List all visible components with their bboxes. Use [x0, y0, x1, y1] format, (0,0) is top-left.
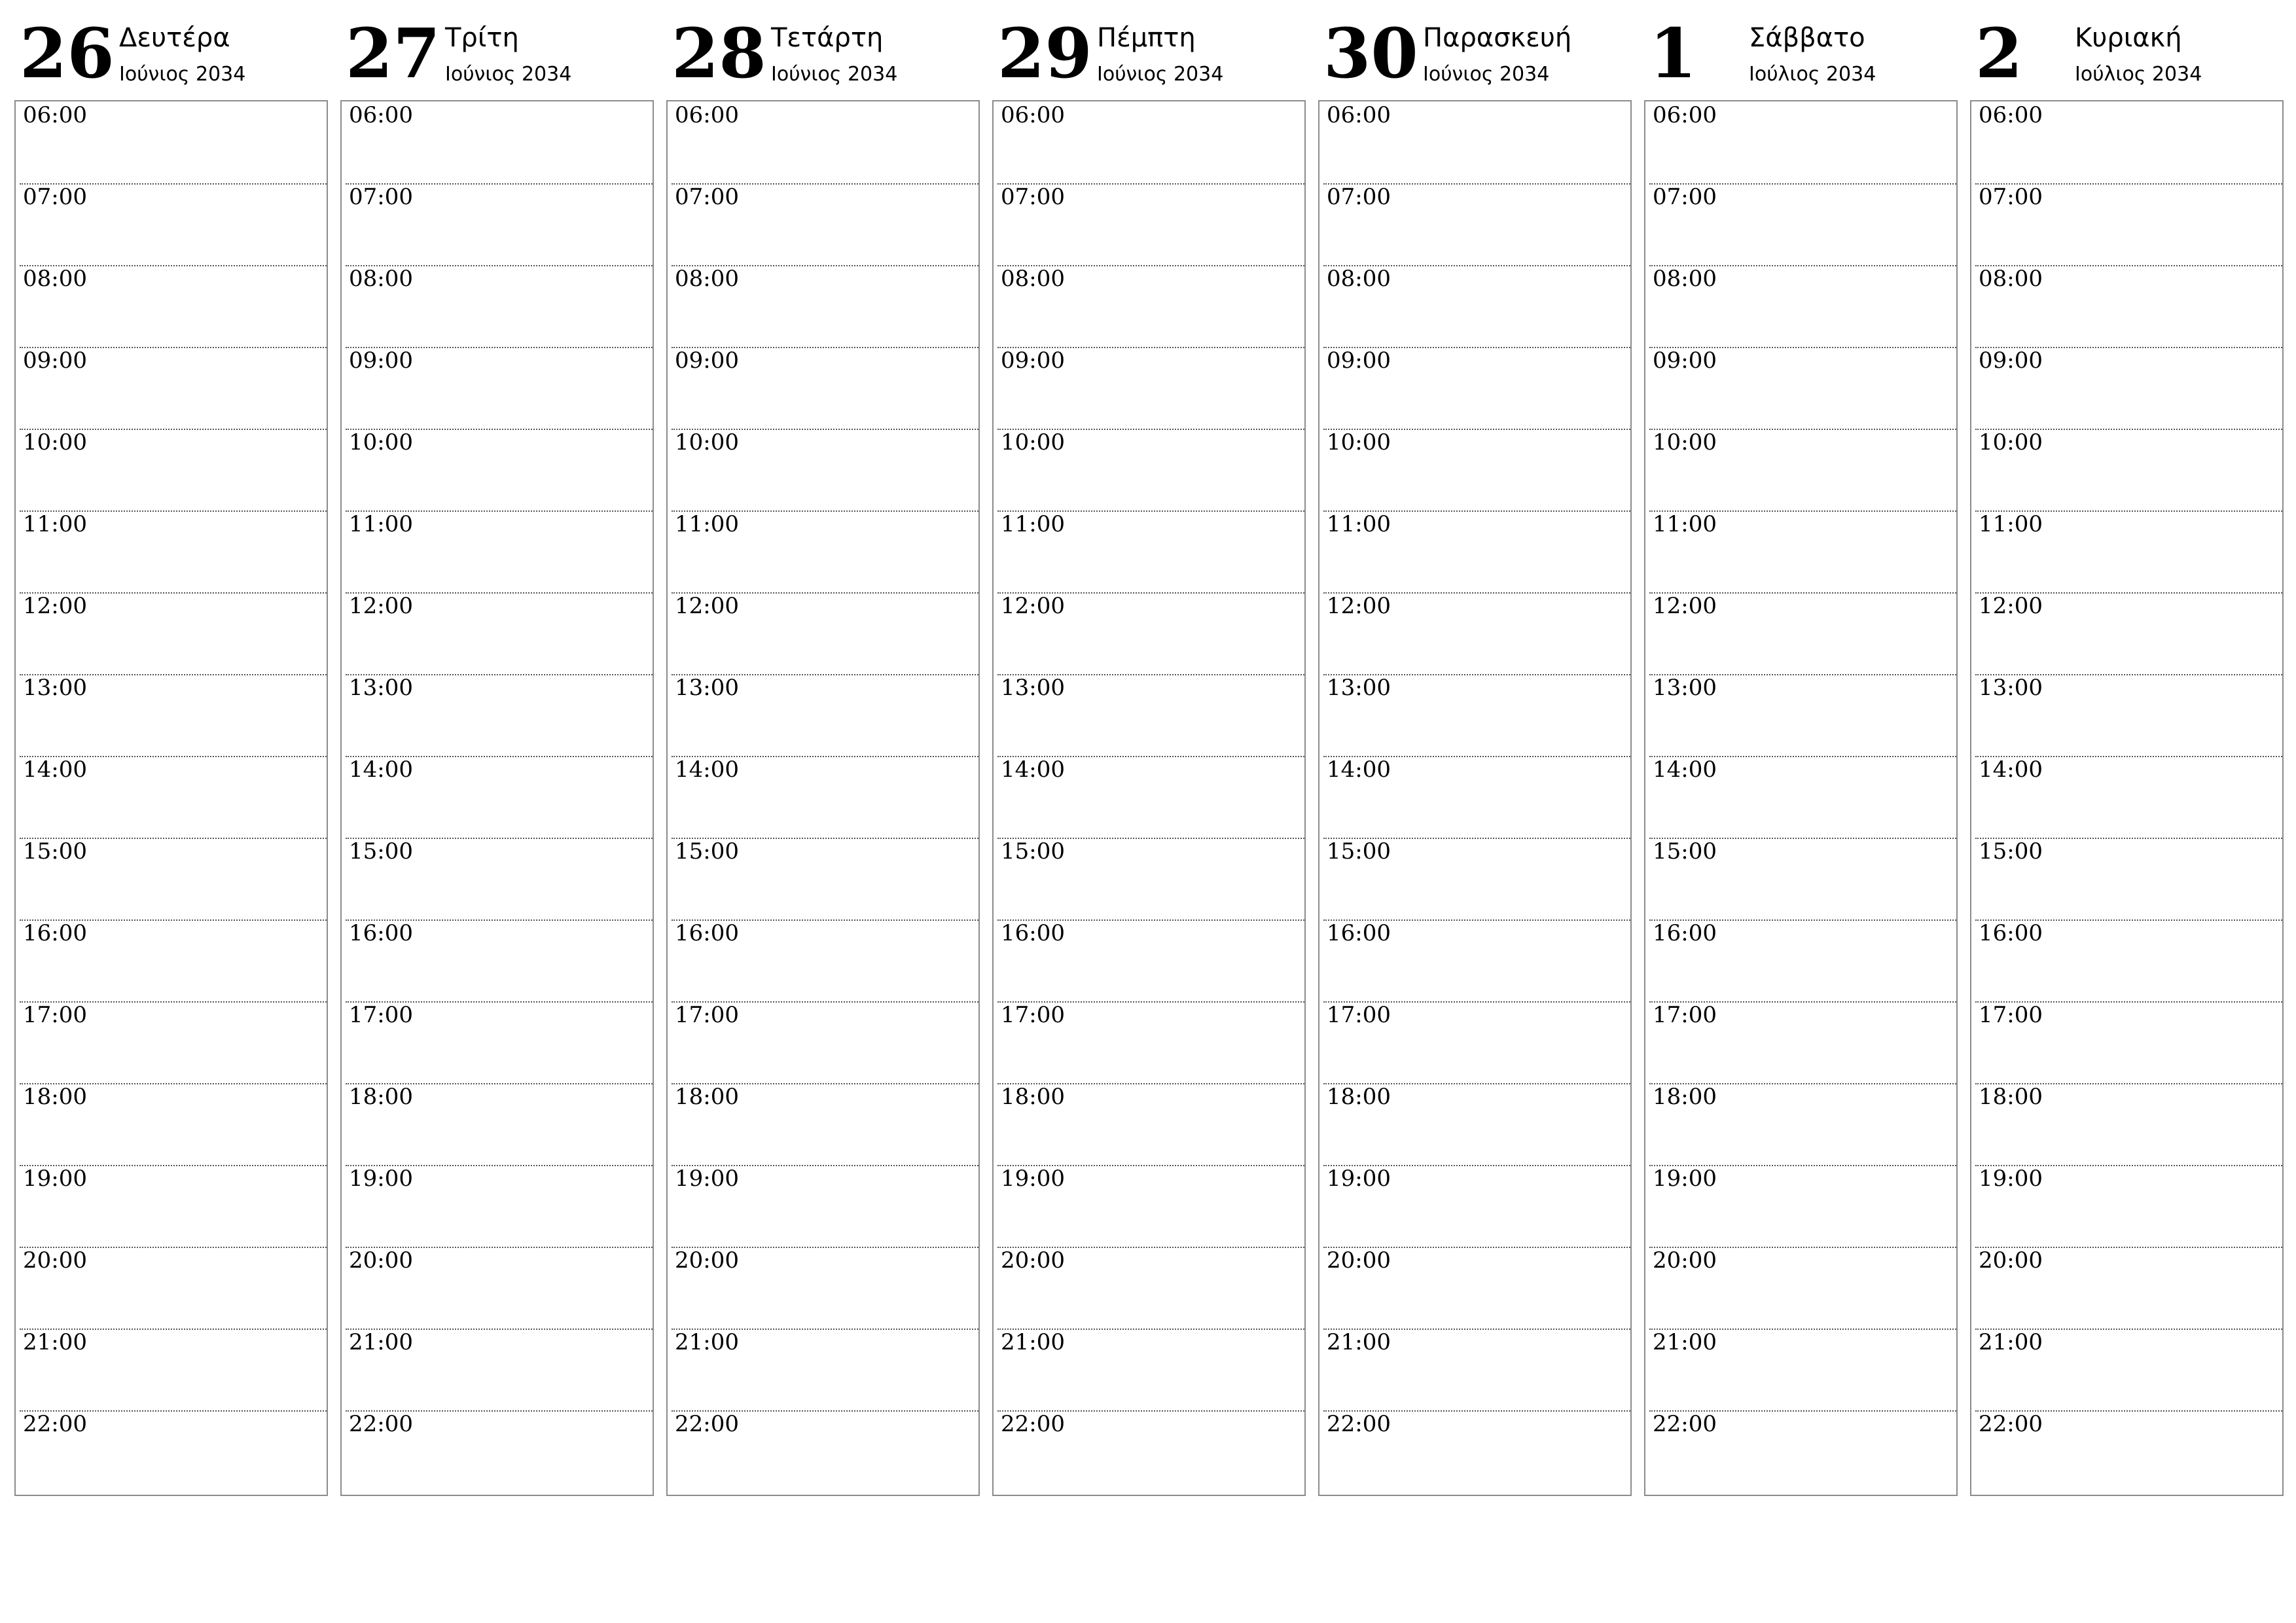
- hour-label: 12:00: [1653, 593, 1717, 619]
- hour-label: 22:00: [1327, 1411, 1391, 1437]
- hour-label: 08:00: [349, 266, 413, 292]
- hour-label: 19:00: [1001, 1166, 1065, 1192]
- hour-label: 20:00: [675, 1247, 739, 1274]
- hour-label: 16:00: [1327, 920, 1391, 946]
- hour-label: 14:00: [1653, 757, 1717, 783]
- hour-slot[interactable]: [668, 919, 978, 1001]
- hour-slot[interactable]: [1645, 1083, 1956, 1165]
- hour-label: 11:00: [1653, 511, 1717, 537]
- hour-slot[interactable]: [1319, 1329, 1630, 1410]
- hour-label: 13:00: [1653, 675, 1717, 701]
- hour-slot[interactable]: [1971, 592, 2282, 674]
- hour-label: 08:00: [1653, 266, 1717, 292]
- hour-label: 17:00: [675, 1002, 739, 1028]
- day-schedule-box[interactable]: [14, 100, 328, 1496]
- hour-label: 06:00: [349, 102, 413, 128]
- day-column: [340, 0, 654, 1505]
- month-year: Ιούλιος 2034: [2075, 63, 2202, 86]
- hour-slot[interactable]: [1971, 347, 2282, 429]
- hour-label: 19:00: [1979, 1166, 2043, 1192]
- hour-label: 20:00: [1327, 1247, 1391, 1274]
- hour-slot[interactable]: [994, 674, 1304, 756]
- hour-slot[interactable]: [668, 592, 978, 674]
- hour-slot[interactable]: [1319, 674, 1630, 756]
- hour-label: 22:00: [675, 1411, 739, 1437]
- day-column: [14, 0, 328, 1505]
- hour-slot[interactable]: [1971, 1329, 2282, 1410]
- hour-slot[interactable]: [16, 1410, 327, 1492]
- hour-slot[interactable]: [668, 674, 978, 756]
- hour-label: 19:00: [1327, 1166, 1391, 1192]
- hour-label: 21:00: [23, 1329, 87, 1355]
- hour-label: 22:00: [349, 1411, 413, 1437]
- hour-slot[interactable]: [994, 1165, 1304, 1247]
- hour-slot[interactable]: [994, 183, 1304, 265]
- hour-label: 06:00: [1979, 102, 2043, 128]
- hour-slot[interactable]: [16, 1329, 327, 1410]
- hour-label: 07:00: [1327, 184, 1391, 210]
- hour-label: 07:00: [1653, 184, 1717, 210]
- hour-label: 11:00: [675, 511, 739, 537]
- hour-slot[interactable]: [668, 1410, 978, 1492]
- hour-label: 12:00: [349, 593, 413, 619]
- hour-label: 21:00: [1653, 1329, 1717, 1355]
- hour-label: 18:00: [1653, 1084, 1717, 1110]
- hour-slot[interactable]: [1645, 674, 1956, 756]
- hour-slot[interactable]: [1319, 1410, 1630, 1492]
- hour-slot[interactable]: [342, 1410, 653, 1492]
- day-header: [992, 0, 1306, 98]
- hour-slot[interactable]: [1319, 1083, 1630, 1165]
- hour-slot[interactable]: [1645, 1329, 1956, 1410]
- hour-label: 06:00: [1001, 102, 1065, 128]
- hour-label: 22:00: [1653, 1411, 1717, 1437]
- hour-label: 17:00: [349, 1002, 413, 1028]
- hour-slot[interactable]: [994, 919, 1304, 1001]
- hour-label: 13:00: [1979, 675, 2043, 701]
- hour-slot[interactable]: [994, 756, 1304, 838]
- hour-label: 21:00: [349, 1329, 413, 1355]
- hour-label: 15:00: [349, 838, 413, 865]
- day-column: [1644, 0, 1958, 1505]
- hour-label: 11:00: [349, 511, 413, 537]
- hour-slot[interactable]: [1971, 674, 2282, 756]
- hour-slot[interactable]: [16, 919, 327, 1001]
- hour-slot[interactable]: [342, 1329, 653, 1410]
- hour-label: 21:00: [1979, 1329, 2043, 1355]
- day-header: [1644, 0, 1958, 98]
- hour-slot[interactable]: [994, 429, 1304, 510]
- hour-label: 09:00: [1979, 348, 2043, 374]
- hour-label: 16:00: [1979, 920, 2043, 946]
- hour-slot[interactable]: [342, 265, 653, 347]
- hour-label: 12:00: [1327, 593, 1391, 619]
- hour-label: 20:00: [23, 1247, 87, 1274]
- hour-label: 15:00: [1327, 838, 1391, 865]
- hour-label: 06:00: [675, 102, 739, 128]
- day-number: 26: [20, 13, 115, 94]
- hour-label: 08:00: [1979, 266, 2043, 292]
- hour-slot[interactable]: [16, 838, 327, 919]
- hour-slot[interactable]: [1645, 1247, 1956, 1329]
- month-year: Ιούνιος 2034: [771, 63, 898, 86]
- hour-slot[interactable]: [668, 1001, 978, 1083]
- hour-slot[interactable]: [1971, 919, 2282, 1001]
- hour-slot[interactable]: [342, 347, 653, 429]
- hour-slot[interactable]: [1971, 1247, 2282, 1329]
- hour-label: 20:00: [1979, 1247, 2043, 1274]
- hour-slot[interactable]: [1319, 429, 1630, 510]
- hour-label: 18:00: [23, 1084, 87, 1110]
- hour-slot[interactable]: [994, 1083, 1304, 1165]
- hour-slot[interactable]: [668, 183, 978, 265]
- hour-label: 16:00: [1001, 920, 1065, 946]
- hour-slot[interactable]: [1645, 510, 1956, 592]
- hour-slot[interactable]: [994, 510, 1304, 592]
- hour-label: 18:00: [349, 1084, 413, 1110]
- hour-label: 19:00: [23, 1166, 87, 1192]
- hour-slot[interactable]: [1319, 347, 1630, 429]
- hour-label: 07:00: [349, 184, 413, 210]
- hour-label: 16:00: [23, 920, 87, 946]
- hour-slot[interactable]: [668, 1165, 978, 1247]
- hour-slot[interactable]: [994, 265, 1304, 347]
- hour-label: 09:00: [23, 348, 87, 374]
- hour-slot[interactable]: [342, 510, 653, 592]
- hour-slot[interactable]: [994, 838, 1304, 919]
- hour-slot[interactable]: [668, 429, 978, 510]
- hour-label: 14:00: [1327, 757, 1391, 783]
- hour-slot[interactable]: [1645, 429, 1956, 510]
- month-year: Ιούνιος 2034: [1423, 63, 1550, 86]
- hour-label: 21:00: [1001, 1329, 1065, 1355]
- day-number: 2: [1975, 13, 2023, 94]
- hour-label: 10:00: [349, 429, 413, 455]
- hour-label: 18:00: [1001, 1084, 1065, 1110]
- day-column: [992, 0, 1306, 1505]
- hour-slot[interactable]: [342, 756, 653, 838]
- hour-slot[interactable]: [342, 1165, 653, 1247]
- hour-slot[interactable]: [342, 838, 653, 919]
- hour-label: 18:00: [1327, 1084, 1391, 1110]
- hour-label: 20:00: [349, 1247, 413, 1274]
- hour-slot[interactable]: [342, 183, 653, 265]
- hour-label: 18:00: [675, 1084, 739, 1110]
- hour-label: 14:00: [23, 757, 87, 783]
- hour-slot[interactable]: [1971, 1410, 2282, 1492]
- day-header: [340, 0, 654, 98]
- hour-slot[interactable]: [1319, 838, 1630, 919]
- hour-slot[interactable]: [16, 265, 327, 347]
- day-name: Δευτέρα: [119, 23, 230, 53]
- hour-slot[interactable]: [1319, 183, 1630, 265]
- day-header: [666, 0, 980, 98]
- hour-label: 07:00: [1979, 184, 2043, 210]
- hour-slot[interactable]: [342, 674, 653, 756]
- day-header: [1318, 0, 1632, 98]
- hour-slot[interactable]: [994, 1410, 1304, 1492]
- day-name: Πέμπτη: [1097, 23, 1196, 53]
- hour-slot[interactable]: [994, 592, 1304, 674]
- hour-slot[interactable]: [1971, 510, 2282, 592]
- hour-slot[interactable]: [1645, 756, 1956, 838]
- hour-slot[interactable]: [1645, 1410, 1956, 1492]
- hour-label: 13:00: [675, 675, 739, 701]
- hour-label: 18:00: [1979, 1084, 2043, 1110]
- hour-slot[interactable]: [16, 1247, 327, 1329]
- hour-slot[interactable]: [1319, 756, 1630, 838]
- day-column: [666, 0, 980, 1505]
- hour-label: 13:00: [1001, 675, 1065, 701]
- hour-label: 22:00: [23, 1411, 87, 1437]
- hour-label: 10:00: [1327, 429, 1391, 455]
- day-header: [1970, 0, 2284, 98]
- hour-label: 20:00: [1001, 1247, 1065, 1274]
- hour-label: 11:00: [1001, 511, 1065, 537]
- day-number: 1: [1649, 13, 1697, 94]
- hour-label: 19:00: [1653, 1166, 1717, 1192]
- hour-slot[interactable]: [1971, 1165, 2282, 1247]
- hour-label: 10:00: [1001, 429, 1065, 455]
- day-schedule-box[interactable]: [666, 100, 980, 1496]
- hour-label: 22:00: [1979, 1411, 2043, 1437]
- hour-slot[interactable]: [342, 101, 653, 183]
- hour-slot[interactable]: [16, 756, 327, 838]
- hour-slot[interactable]: [16, 101, 327, 183]
- hour-slot[interactable]: [1645, 347, 1956, 429]
- hour-slot[interactable]: [16, 1165, 327, 1247]
- hour-label: 10:00: [1653, 429, 1717, 455]
- day-schedule-box[interactable]: [1970, 100, 2284, 1496]
- hour-label: 09:00: [1001, 348, 1065, 374]
- hour-label: 07:00: [675, 184, 739, 210]
- hour-slot[interactable]: [16, 1001, 327, 1083]
- hour-label: 07:00: [23, 184, 87, 210]
- day-number: 30: [1323, 13, 1418, 94]
- hour-slot[interactable]: [1319, 265, 1630, 347]
- hour-label: 10:00: [23, 429, 87, 455]
- hour-label: 08:00: [1001, 266, 1065, 292]
- hour-label: 12:00: [1001, 593, 1065, 619]
- hour-slot[interactable]: [16, 510, 327, 592]
- month-year: Ιούνιος 2034: [445, 63, 572, 86]
- hour-slot[interactable]: [668, 838, 978, 919]
- hour-label: 17:00: [1327, 1002, 1391, 1028]
- hour-slot[interactable]: [16, 1083, 327, 1165]
- hour-slot[interactable]: [1971, 429, 2282, 510]
- hour-slot[interactable]: [668, 1329, 978, 1410]
- hour-slot[interactable]: [16, 674, 327, 756]
- hour-slot[interactable]: [994, 101, 1304, 183]
- hour-slot[interactable]: [668, 1247, 978, 1329]
- hour-label: 06:00: [1327, 102, 1391, 128]
- hour-slot[interactable]: [1645, 265, 1956, 347]
- day-name: Κυριακή: [2075, 23, 2182, 53]
- hour-slot[interactable]: [342, 1083, 653, 1165]
- hour-label: 06:00: [23, 102, 87, 128]
- hour-slot[interactable]: [1971, 756, 2282, 838]
- hour-slot[interactable]: [668, 1083, 978, 1165]
- hour-slot[interactable]: [1645, 838, 1956, 919]
- hour-label: 17:00: [23, 1002, 87, 1028]
- hour-label: 14:00: [1001, 757, 1065, 783]
- hour-label: 09:00: [349, 348, 413, 374]
- hour-label: 08:00: [1327, 266, 1391, 292]
- hour-slot[interactable]: [1319, 919, 1630, 1001]
- hour-slot[interactable]: [342, 592, 653, 674]
- hour-slot[interactable]: [1971, 1083, 2282, 1165]
- hour-slot[interactable]: [1645, 592, 1956, 674]
- day-name: Τρίτη: [445, 23, 519, 53]
- hour-label: 16:00: [349, 920, 413, 946]
- hour-label: 15:00: [1653, 838, 1717, 865]
- hour-label: 17:00: [1979, 1002, 2043, 1028]
- hour-label: 12:00: [1979, 593, 2043, 619]
- hour-slot[interactable]: [16, 592, 327, 674]
- hour-slot[interactable]: [16, 183, 327, 265]
- hour-label: 15:00: [675, 838, 739, 865]
- day-number: 28: [672, 13, 766, 94]
- hour-slot[interactable]: [1971, 183, 2282, 265]
- hour-slot[interactable]: [1319, 1165, 1630, 1247]
- hour-label: 13:00: [23, 675, 87, 701]
- day-schedule-box[interactable]: [992, 100, 1306, 1496]
- day-name: Τετάρτη: [771, 23, 884, 53]
- hour-slot[interactable]: [1319, 1247, 1630, 1329]
- hour-label: 14:00: [675, 757, 739, 783]
- hour-label: 16:00: [1653, 920, 1717, 946]
- hour-label: 13:00: [1327, 675, 1391, 701]
- hour-slot[interactable]: [668, 756, 978, 838]
- hour-label: 09:00: [1327, 348, 1391, 374]
- hour-label: 15:00: [23, 838, 87, 865]
- day-column: [1970, 0, 2284, 1505]
- hour-label: 17:00: [1001, 1002, 1065, 1028]
- day-column: [1318, 0, 1632, 1505]
- hour-slot[interactable]: [1645, 101, 1956, 183]
- month-year: Ιούνιος 2034: [119, 63, 246, 86]
- hour-slot[interactable]: [668, 265, 978, 347]
- hour-label: 06:00: [1653, 102, 1717, 128]
- hour-slot[interactable]: [1319, 101, 1630, 183]
- day-number: 29: [997, 13, 1092, 94]
- day-name: Παρασκευή: [1423, 23, 1572, 53]
- day-schedule-box[interactable]: [1644, 100, 1958, 1496]
- hour-slot[interactable]: [1645, 1001, 1956, 1083]
- hour-slot[interactable]: [668, 101, 978, 183]
- hour-slot[interactable]: [1971, 838, 2282, 919]
- hour-label: 22:00: [1001, 1411, 1065, 1437]
- hour-label: 14:00: [349, 757, 413, 783]
- hour-label: 07:00: [1001, 184, 1065, 210]
- hour-label: 15:00: [1001, 838, 1065, 865]
- hour-slot[interactable]: [668, 347, 978, 429]
- hour-label: 10:00: [675, 429, 739, 455]
- hour-slot[interactable]: [1645, 183, 1956, 265]
- hour-label: 19:00: [349, 1166, 413, 1192]
- hour-label: 08:00: [675, 266, 739, 292]
- hour-label: 17:00: [1653, 1002, 1717, 1028]
- day-header: [14, 0, 328, 98]
- hour-slot[interactable]: [1319, 1001, 1630, 1083]
- hour-label: 14:00: [1979, 757, 2043, 783]
- hour-label: 21:00: [1327, 1329, 1391, 1355]
- month-year: Ιούνιος 2034: [1097, 63, 1224, 86]
- day-number: 27: [346, 13, 440, 94]
- hour-label: 11:00: [1979, 511, 2043, 537]
- hour-label: 09:00: [1653, 348, 1717, 374]
- hour-label: 10:00: [1979, 429, 2043, 455]
- hour-label: 12:00: [675, 593, 739, 619]
- hour-slot[interactable]: [342, 919, 653, 1001]
- hour-label: 19:00: [675, 1166, 739, 1192]
- hour-slot[interactable]: [994, 1247, 1304, 1329]
- hour-label: 12:00: [23, 593, 87, 619]
- month-year: Ιούλιος 2034: [1749, 63, 1876, 86]
- hour-label: 11:00: [1327, 511, 1391, 537]
- day-schedule-box[interactable]: [1318, 100, 1632, 1496]
- hour-slot[interactable]: [994, 1001, 1304, 1083]
- hour-label: 08:00: [23, 266, 87, 292]
- hour-slot[interactable]: [342, 1247, 653, 1329]
- hour-label: 09:00: [675, 348, 739, 374]
- hour-label: 15:00: [1979, 838, 2043, 865]
- hour-slot[interactable]: [1971, 1001, 2282, 1083]
- day-schedule-box[interactable]: [340, 100, 654, 1496]
- hour-slot[interactable]: [1645, 919, 1956, 1001]
- hour-slot[interactable]: [16, 347, 327, 429]
- hour-label: 13:00: [349, 675, 413, 701]
- hour-slot[interactable]: [16, 429, 327, 510]
- hour-slot[interactable]: [342, 429, 653, 510]
- hour-slot[interactable]: [342, 1001, 653, 1083]
- hour-slot[interactable]: [1645, 1165, 1956, 1247]
- hour-slot[interactable]: [1971, 265, 2282, 347]
- hour-slot[interactable]: [1319, 510, 1630, 592]
- hour-slot[interactable]: [994, 1329, 1304, 1410]
- hour-label: 20:00: [1653, 1247, 1717, 1274]
- hour-slot[interactable]: [1319, 592, 1630, 674]
- hour-slot[interactable]: [668, 510, 978, 592]
- day-name: Σάββατο: [1749, 23, 1865, 53]
- hour-label: 21:00: [675, 1329, 739, 1355]
- hour-slot[interactable]: [994, 347, 1304, 429]
- hour-slot[interactable]: [1971, 101, 2282, 183]
- hour-label: 16:00: [675, 920, 739, 946]
- hour-label: 11:00: [23, 511, 87, 537]
